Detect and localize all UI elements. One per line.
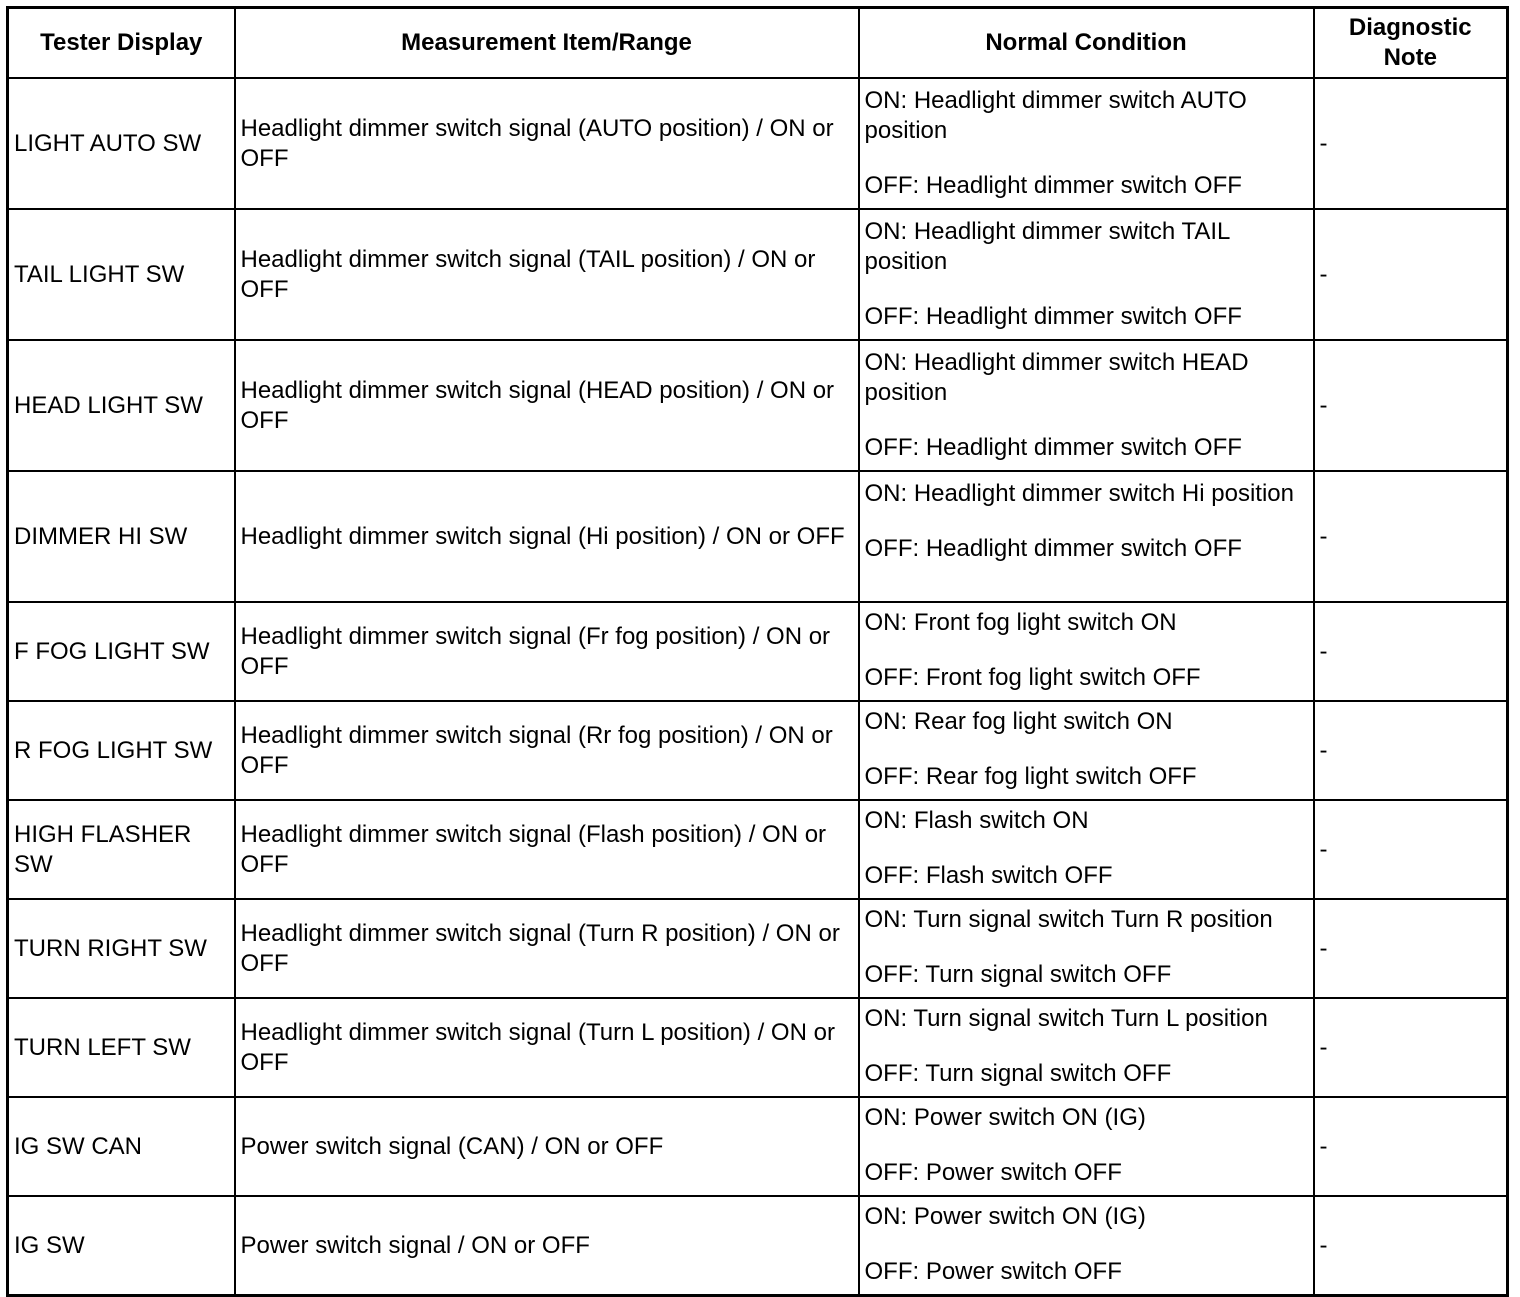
table-row [8,340,1508,471]
condition-on: ON: Rear fog light switch ON [864,708,1173,735]
tester-display-cell: F FOG LIGHT SW [8,602,235,701]
tester-display-cell: DIMMER HI SW [8,471,235,602]
table-row [8,209,1508,340]
diagnostic-note-cell: - [1314,701,1508,800]
normal-condition-cell [859,471,1314,602]
tester-display-cell: TAIL LIGHT SW [8,209,235,340]
condition-off: OFF: Front fog light switch OFF [864,664,1201,691]
header-diagnostic-note: Diagnostic Note [1314,8,1508,79]
normal-condition-cell [859,1196,1314,1296]
condition-on: ON: Power switch ON (IG) [864,1104,1146,1131]
condition-off: OFF: Headlight dimmer switch OFF [864,535,1242,562]
table-row [8,471,1508,602]
diagnostic-note-cell: - [1314,1196,1508,1296]
normal-condition-cell [859,899,1314,998]
table-row [8,78,1508,209]
condition-off: OFF: Power switch OFF [864,1159,1122,1186]
condition-off: OFF: Headlight dimmer switch OFF [864,434,1242,461]
normal-condition-cell [859,701,1314,800]
measurement-cell: Headlight dimmer switch signal (Turn L position) / ON or OFF [235,998,859,1097]
header-normal-condition: Normal Condition [859,8,1314,79]
table-row [8,602,1508,701]
tester-display-cell: TURN LEFT SW [8,998,235,1097]
diagnostic-note-cell: - [1314,340,1508,471]
diagnostic-note-cell: - [1314,209,1508,340]
condition-off: OFF: Headlight dimmer switch OFF [864,303,1242,330]
measurement-cell: Headlight dimmer switch signal (Fr fog position) / ON or OFF [235,602,859,701]
tester-display-cell: R FOG LIGHT SW [8,701,235,800]
tester-display-cell: IG SW [8,1196,235,1296]
tester-display-cell: HIGH FLASHER SW [8,800,235,899]
header-tester-display: Tester Display [8,8,235,79]
measurement-cell: Headlight dimmer switch signal (Hi position) / ON or OFF [235,471,859,602]
tester-display-cell: HEAD LIGHT SW [8,340,235,471]
measurement-cell: Power switch signal (CAN) / ON or OFF [235,1097,859,1196]
table-row [8,800,1508,899]
table-row [8,1196,1508,1296]
table-row [8,998,1508,1097]
measurement-cell: Headlight dimmer switch signal (Rr fog position) / ON or OFF [235,701,859,800]
header-measurement: Measurement Item/Range [235,8,859,79]
diagnostic-note-cell: - [1314,78,1508,209]
condition-off: OFF: Turn signal switch OFF [864,1060,1172,1087]
condition-off: OFF: Power switch OFF [864,1258,1122,1285]
condition-on: ON: Headlight dimmer switch HEAD position [864,349,1249,406]
condition-on: ON: Front fog light switch ON [864,609,1177,636]
diagnostic-note-cell: - [1314,800,1508,899]
tester-display-cell: LIGHT AUTO SW [8,78,235,209]
measurement-cell: Headlight dimmer switch signal (TAIL position) / ON or OFF [235,209,859,340]
normal-condition-cell [859,209,1314,340]
condition-on: ON: Headlight dimmer switch Hi position [864,480,1294,507]
condition-on: ON: Headlight dimmer switch TAIL position [864,218,1230,275]
measurement-cell: Headlight dimmer switch signal (HEAD position) / ON or OFF [235,340,859,471]
condition-on: ON: Power switch ON (IG) [864,1203,1146,1230]
diagnostic-note-cell: - [1314,1097,1508,1196]
normal-condition-cell [859,340,1314,471]
normal-condition-cell [859,602,1314,701]
table-row [8,899,1508,998]
table-row [8,701,1508,800]
diagnostic-data-table [6,6,1509,1297]
condition-on: ON: Turn signal switch Turn R position [864,906,1273,933]
diagnostic-note-cell: - [1314,998,1508,1097]
condition-off: OFF: Headlight dimmer switch OFF [864,172,1242,199]
diagnostic-note-cell: - [1314,471,1508,602]
condition-off: OFF: Turn signal switch OFF [864,961,1172,988]
normal-condition-cell [859,998,1314,1097]
condition-on: ON: Turn signal switch Turn L position [864,1005,1268,1032]
tester-display-cell: TURN RIGHT SW [8,899,235,998]
header-row [8,8,1508,79]
condition-off: OFF: Rear fog light switch OFF [864,763,1197,790]
normal-condition-cell [859,800,1314,899]
tester-display-cell: IG SW CAN [8,1097,235,1196]
table-row [8,1097,1508,1196]
diagnostic-note-cell: - [1314,899,1508,998]
measurement-cell: Headlight dimmer switch signal (AUTO position) / ON or OFF [235,78,859,209]
measurement-cell: Headlight dimmer switch signal (Turn R position) / ON or OFF [235,899,859,998]
diagnostic-note-cell: - [1314,602,1508,701]
measurement-cell: Headlight dimmer switch signal (Flash position) / ON or OFF [235,800,859,899]
normal-condition-cell [859,78,1314,209]
measurement-cell: Power switch signal / ON or OFF [235,1196,859,1296]
condition-off: OFF: Flash switch OFF [864,862,1113,889]
normal-condition-cell [859,1097,1314,1196]
condition-on: ON: Flash switch ON [864,807,1089,834]
condition-on: ON: Headlight dimmer switch AUTO position [864,87,1247,144]
